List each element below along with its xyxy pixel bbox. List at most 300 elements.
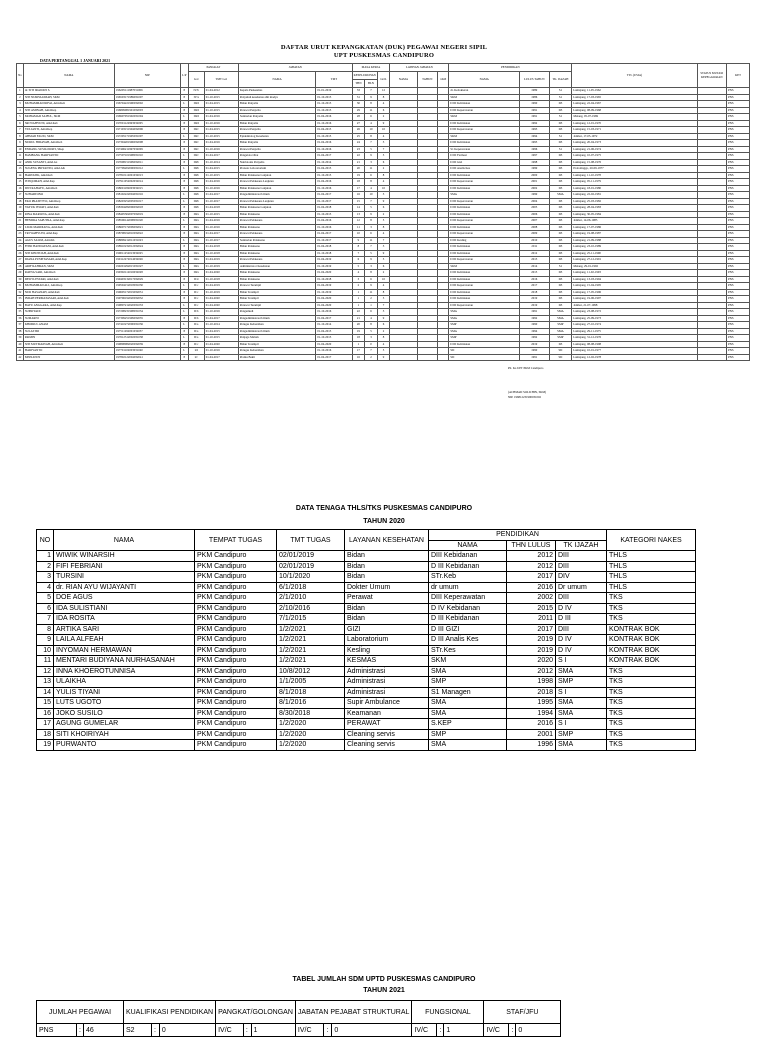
table-cell: MOHAMAD SAIFUL, SKM: [23, 114, 114, 121]
table-cell: 199808082020032039: [114, 341, 180, 348]
table-cell: III/a: [188, 270, 204, 277]
table-cell: TKS: [607, 666, 696, 677]
col-jabatan: JABATAN: [238, 64, 352, 72]
table-cell: II/c: [188, 302, 204, 309]
table-cell: 8/30/2018: [277, 708, 345, 719]
sdm-cell: IV/C: [295, 1024, 324, 1037]
table-cell: 1986: [519, 94, 549, 101]
table-cell: D3: [549, 250, 572, 257]
table-cell: P: [180, 289, 188, 296]
table-cell: 01-10-2015: [204, 335, 238, 342]
table-cell: 8: [377, 289, 390, 296]
table-cell: PNS: [727, 276, 750, 283]
table-cell: 3: [352, 276, 365, 283]
table-cell: III/a: [188, 257, 204, 264]
table-cell: 01-04-2016: [204, 140, 238, 147]
table-cell: 13: [37, 677, 54, 688]
table-cell: PURWANTO: [54, 740, 195, 751]
sdm-cell: :: [509, 1024, 516, 1037]
table-cell: Bidan Terampil: [238, 289, 315, 296]
table-cell: 01-04-2017: [204, 231, 238, 238]
table-cell: 197309251999032035: [114, 315, 180, 322]
table-cell: D III Keperawatan: [449, 127, 520, 134]
table-cell: 1990: [519, 348, 549, 355]
table-cell: 1993: [519, 127, 549, 134]
table-cell: PNS: [727, 283, 750, 290]
table-cell: DWI RAHAYU, Amd.Keb: [23, 185, 114, 192]
table-cell: 24: [18, 237, 22, 242]
table-cell: PERAWAT: [345, 719, 429, 730]
sdm-cell: 1: [444, 1024, 484, 1037]
table-cell: 01-10-2015: [204, 94, 238, 101]
table-cell: III/c: [188, 127, 204, 134]
col-lat-nama: NAMA: [390, 72, 417, 88]
table-cell: D3: [549, 198, 572, 205]
col-jab-nama: NAMA: [238, 72, 315, 88]
table-cell: PAIMIN: [23, 335, 114, 342]
table-cell: 01-04-2016: [316, 179, 352, 186]
table-cell: 01-04-2016: [316, 140, 352, 147]
table-cell: 5: [377, 218, 390, 225]
table-cell: KESMAS: [345, 656, 429, 667]
table-cell: 1996: [507, 740, 556, 751]
table-cell: 02/01/2019: [277, 551, 345, 562]
table-cell: Bidan Pelaksana Lanjutan: [238, 172, 315, 179]
table-cell: 2018: [507, 687, 556, 698]
col-nip: NIP: [114, 64, 180, 88]
table-cell: SUPRIYADI: [23, 309, 114, 316]
table-cell: PNS: [727, 302, 750, 309]
sdm-cell: 0: [516, 1024, 561, 1037]
table-cell: PNS: [727, 159, 750, 166]
table-cell: D III Keperawatan: [449, 283, 520, 290]
table-cell: 199302112016032028: [114, 270, 180, 277]
table-cell: 10: [365, 192, 378, 199]
table-cell: 18: [352, 179, 365, 186]
table-cell: SKM: [449, 133, 520, 140]
table-cell: D III Keperawatan: [449, 198, 520, 205]
table-cell: IDA ROSITA: [54, 614, 195, 625]
sdm-cell: 1: [251, 1024, 295, 1037]
table-cell: III/a: [188, 237, 204, 244]
table-cell: TKS: [607, 687, 696, 698]
table-cell: II/b: [188, 309, 204, 316]
table-cell: D III Kebidanan: [449, 296, 520, 303]
table-cell: Bidan: [345, 561, 429, 572]
table-row: [37, 582, 696, 593]
table-cell: PNS: [727, 114, 750, 121]
table-cell: 1998: [507, 677, 556, 688]
table-cell: D3: [549, 341, 572, 348]
table-cell: 15: [37, 698, 54, 709]
col-pendidikan: PENDIDIKAN: [449, 64, 572, 72]
table-cell: Lumajang, 05-11-1979: [572, 179, 697, 186]
table-cell: 01-10-2016: [204, 348, 238, 355]
table-cell: dr umum: [429, 582, 507, 593]
table-cell: 01-04-2017: [316, 231, 352, 238]
table-cell: PKM Candipuro: [195, 729, 277, 740]
table-cell: SUGENG PRIYANTO, Amd.AK: [23, 166, 114, 173]
sdm-title: TABEL JUMLAH SDM UPTD PUSKESMAS CANDIPURO: [292, 976, 476, 983]
table-cell: 20: [352, 322, 365, 329]
table-cell: 42: [18, 354, 22, 359]
table-cell: 01-01-2019: [316, 88, 352, 95]
table-cell: DIV: [556, 572, 607, 583]
col-pangkat: PANGKAT: [188, 64, 238, 72]
table-cell: 8: [365, 179, 378, 186]
table-cell: Pramu Bakti: [238, 354, 315, 361]
table-cell: 9: [377, 250, 390, 257]
table-cell: D3: [549, 127, 572, 134]
table-cell: Administrasi: [345, 666, 429, 677]
table-cell: 1995: [519, 140, 549, 147]
table-cell: III/b: [188, 205, 204, 212]
table-cell: 19: [352, 172, 365, 179]
table-cell: D III Analis Kes: [449, 166, 520, 173]
table-cell: SUHARTONO: [23, 192, 114, 199]
table-cell: PNS: [727, 192, 750, 199]
table-cell: 1990: [519, 101, 549, 108]
thls-col-tk-ijazah: TK IJAZAH: [556, 540, 607, 551]
table-cell: II/b: [188, 315, 204, 322]
table-cell: PKM Candipuro: [195, 677, 277, 688]
duk-date-label: DATA PERTANGGAL 1 JANUARI 2021: [40, 58, 111, 63]
table-cell: Dokter Umum: [345, 582, 429, 593]
table-cell: 197001122993032005: [114, 120, 180, 127]
table-cell: 198102222004031016: [114, 192, 180, 199]
table-cell: L: [180, 309, 188, 316]
table-cell: 198910232012032024: [114, 244, 180, 251]
table-cell: L: [180, 335, 188, 342]
table-cell: 8: [365, 101, 378, 108]
table-cell: Petugas Kebersihan: [238, 322, 315, 329]
table-cell: Penyuluh kesehatan ahli madya: [238, 94, 315, 101]
table-cell: 2015: [507, 603, 556, 614]
table-cell: L: [180, 166, 188, 173]
table-cell: 6: [352, 257, 365, 264]
table-cell: 37: [18, 322, 22, 327]
table-cell: D3: [549, 166, 572, 173]
table-row: [37, 666, 696, 677]
table-cell: SMP: [449, 322, 520, 329]
table-cell: Bidan: [345, 614, 429, 625]
col-lat-tahun: TAHUN: [417, 72, 437, 88]
table-cell: 01-04-2016: [204, 179, 238, 186]
table-cell: 18: [37, 729, 54, 740]
table-cell: D III Kebidanan: [429, 561, 507, 572]
table-cell: 1990: [519, 322, 549, 329]
table-cell: Perawat Pelaksana: [238, 257, 315, 264]
table-cell: 9: [365, 94, 378, 101]
sdm-cell: :: [437, 1024, 444, 1037]
table-cell: Pengemudi: [238, 309, 315, 316]
table-cell: Lumajang, 30-05-1984: [572, 211, 697, 218]
table-cell: 2012: [519, 250, 549, 257]
table-cell: 1992: [519, 335, 549, 342]
table-cell: L: [180, 133, 188, 140]
table-cell: II/a: [188, 322, 204, 329]
table-cell: PNS: [727, 88, 750, 95]
table-cell: 2016: [507, 719, 556, 730]
table-cell: 5: [365, 250, 378, 257]
table-cell: 8: [365, 133, 378, 140]
table-cell: L: [180, 101, 188, 108]
col-tmt: TMT: [316, 72, 352, 88]
table-cell: 01-10-2019: [316, 289, 352, 296]
table-cell: L: [180, 348, 188, 355]
table-cell: Lumajang, 22-02-1981: [572, 192, 697, 199]
table-cell: PNS: [727, 231, 750, 238]
duk-sign-place: Plt. Ka UPT PKM Candipuro: [508, 366, 544, 370]
table-cell: 199706192020032032: [114, 296, 180, 303]
table-cell: 12: [352, 218, 365, 225]
table-cell: P: [180, 185, 188, 192]
table-cell: PNS: [727, 133, 750, 140]
table-cell: 1/2/2021: [277, 624, 345, 635]
table-cell: Administrasi: [345, 687, 429, 698]
table-cell: Lumajang, 15-04-1995: [572, 283, 697, 290]
table-cell: DIII Kebidanan: [429, 551, 507, 562]
table-cell: SD: [449, 348, 520, 355]
table-cell: 2: [37, 561, 54, 572]
sdm-col-jumlah: JUMLAH PEGAWAI: [37, 1001, 124, 1024]
table-cell: PNS: [727, 140, 750, 147]
table-cell: ULAIKHA: [54, 677, 195, 688]
table-cell: 1991: [519, 114, 549, 121]
table-cell: S1: [549, 133, 572, 140]
table-cell: SITI AMINAH, Amd.Kep: [23, 107, 114, 114]
table-cell: III/b: [188, 192, 204, 199]
table-cell: DIII: [556, 624, 607, 635]
table-cell: 1/2/2020: [277, 719, 345, 730]
table-cell: 4: [365, 120, 378, 127]
table-cell: PNS: [727, 354, 750, 361]
table-cell: 2014: [519, 263, 549, 270]
table-cell: SKM: [449, 263, 520, 270]
table-cell: Laboratorium: [345, 635, 429, 646]
table-cell: IDA SULISTIANI: [54, 603, 195, 614]
table-cell: DIII Keperawatan: [429, 593, 507, 604]
table-cell: 01-04-2017: [204, 153, 238, 160]
table-cell: 11: [18, 153, 22, 158]
sdm-cell: IV/C: [216, 1024, 244, 1037]
table-cell: P: [180, 257, 188, 264]
table-cell: 4: [37, 582, 54, 593]
table-cell: 01-04-2015: [204, 101, 238, 108]
table-cell: SMP: [556, 677, 607, 688]
table-cell: Bidan Pelaksana Lanjutan: [238, 205, 315, 212]
table-cell: PNS: [727, 127, 750, 134]
table-cell: 35: [18, 309, 22, 314]
table-cell: L: [180, 114, 188, 121]
table-cell: 21: [18, 218, 22, 223]
table-cell: D III Keperawatan: [449, 107, 520, 114]
thls-col-nama: NAMA: [54, 530, 195, 551]
table-cell: 2001: [519, 179, 549, 186]
table-cell: PNS: [727, 224, 750, 231]
table-cell: Malang, 05-07-1969: [572, 114, 697, 121]
thls-col-tmt: TMT TUGAS: [277, 530, 345, 551]
table-cell: P: [180, 146, 188, 153]
table-cell: 6: [365, 172, 378, 179]
table-cell: 2000: [519, 172, 549, 179]
sdm-cell: :: [243, 1024, 251, 1037]
table-cell: L: [180, 153, 188, 160]
table-cell: D3: [549, 302, 572, 309]
table-row: [37, 708, 696, 719]
table-cell: [697, 354, 727, 361]
table-cell: 3: [377, 192, 390, 199]
table-cell: 1: [365, 302, 378, 309]
table-row: [17, 354, 750, 361]
table-cell: Pengadministrasi Umum: [238, 328, 315, 335]
table-cell: 01-10-2016: [316, 120, 352, 127]
table-cell: 01-04-2015: [204, 127, 238, 134]
table-cell: 9: [377, 315, 390, 322]
table-cell: 4: [365, 315, 378, 322]
table-cell: SMA: [429, 708, 507, 719]
table-cell: 2013: [519, 257, 549, 264]
table-cell: 1/2/2020: [277, 740, 345, 751]
table-cell: 2015: [519, 270, 549, 277]
table-cell: 01-04-2019: [316, 283, 352, 290]
table-cell: SITI KHOTIJAH, Amd.Keb: [23, 250, 114, 257]
table-cell: 1: [37, 551, 54, 562]
table-cell: 41: [18, 348, 22, 353]
table-cell: 01-10-2016: [316, 309, 352, 316]
table-cell: S1: [549, 146, 572, 153]
table-cell: 7: [377, 302, 390, 309]
table-cell: 01-04-2018: [316, 205, 352, 212]
table-cell: SMP: [549, 335, 572, 342]
table-cell: 2010: [519, 237, 549, 244]
table-cell: Lumajang, 15-08-1976: [572, 159, 697, 166]
duk-table-body: [17, 88, 750, 361]
table-cell: Perawat Terampil: [238, 302, 315, 309]
table-cell: II/c: [188, 341, 204, 348]
table-cell: 1/2/2021: [277, 656, 345, 667]
table-cell: 1994: [507, 708, 556, 719]
table-cell: III/b: [188, 179, 204, 186]
table-cell: 6: [365, 276, 378, 283]
table-cell: 199807212020031033: [114, 302, 180, 309]
table-cell: INDAH PERMATASARI, Amd.Keb: [23, 296, 114, 303]
table-cell: 1: [17, 88, 24, 95]
table-cell: 2: [365, 296, 378, 303]
sdm-col-pangkat: PANGKAT/GOLONGAN: [216, 1001, 296, 1024]
sdm-table-wrap: [36, 1000, 561, 1037]
table-cell: D3: [549, 231, 572, 238]
table-cell: III/b: [188, 159, 204, 166]
table-cell: D3: [549, 205, 572, 212]
table-cell: PKM Candipuro: [195, 561, 277, 572]
table-cell: PKM Candipuro: [195, 551, 277, 562]
table-row: [37, 624, 696, 635]
table-cell: III/c: [188, 153, 204, 160]
table-cell: 4: [377, 101, 390, 108]
table-cell: 6: [365, 231, 378, 238]
table-row: [37, 740, 696, 751]
table-cell: PNS: [727, 211, 750, 218]
table-cell: 31: [18, 283, 22, 288]
table-row: [37, 719, 696, 730]
table-cell: 29: [352, 107, 365, 114]
table-cell: Bidan Penyelia: [238, 140, 315, 147]
table-cell: Lumajang, 10-07-1975: [572, 153, 697, 160]
table-cell: 197410272000031036: [114, 322, 180, 329]
table-cell: Lumajang, 17-03-1965: [572, 94, 697, 101]
table-cell: Lumajang, 23-10-1989: [572, 244, 697, 251]
table-cell: TRI WAHYUNI, Amd.Kep: [23, 231, 114, 238]
table-cell: D III Kebidanan: [449, 250, 520, 257]
table-cell: PNS: [727, 263, 750, 270]
table-cell: FIFI FEBRIANI: [54, 561, 195, 572]
table-cell: ENDANG SUSILOWATI, SKep: [23, 146, 114, 153]
table-cell: 3: [365, 224, 378, 231]
col-ijazah: TK. IJAZAH: [549, 72, 572, 88]
table-cell: Sanitarian Penyelia: [238, 114, 315, 121]
table-cell: PNS: [727, 198, 750, 205]
table-cell: 9: [365, 153, 378, 160]
table-cell: 4: [377, 341, 390, 348]
table-cell: Lumajang, 11-10-1978: [572, 172, 697, 179]
table-cell: 01-04-2020: [204, 270, 238, 277]
table-row: [37, 656, 696, 667]
table-cell: 27: [352, 120, 365, 127]
table-cell: Lumajang, 13-03-1994: [572, 276, 697, 283]
table-cell: D III Farmasi: [449, 153, 520, 160]
table-cell: SD: [549, 354, 572, 361]
table-cell: Lumajang, 17-05-1996: [572, 289, 697, 296]
table-cell: Bidan Terampil: [238, 296, 315, 303]
table-cell: IV/a: [188, 94, 204, 101]
table-cell: SITI MUTMAINAH, Amd.Keb: [23, 341, 114, 348]
table-cell: Lumajang, 25-09-1973: [572, 315, 697, 322]
table-cell: 14: [18, 172, 22, 177]
table-cell: SMA: [449, 315, 520, 322]
table-cell: P: [180, 250, 188, 257]
table-cell: 2017: [519, 283, 549, 290]
table-cell: 197612312002031038: [114, 335, 180, 342]
table-cell: D III Kebidanan: [449, 289, 520, 296]
table-cell: 01-04-2015: [316, 127, 352, 134]
table-cell: D3: [549, 283, 572, 290]
table-cell: [438, 354, 449, 361]
table-cell: Bidan Pelaksana: [238, 250, 315, 257]
table-cell: 2016: [507, 582, 556, 593]
table-cell: Lumajang, 27-12-1991: [572, 257, 697, 264]
table-cell: MUHAMMAD ALI, Amd.Kep: [23, 283, 114, 290]
table-cell: 199605172019032031: [114, 289, 180, 296]
col-nama: NAMA: [23, 64, 114, 88]
table-cell: Epidemiolog Kesehatan: [238, 133, 315, 140]
table-cell: Lumajang, 31-12-1976: [572, 335, 697, 342]
table-cell: 2008: [519, 224, 549, 231]
table-cell: D III Kebidanan: [449, 341, 520, 348]
table-cell: 2019: [507, 635, 556, 646]
table-cell: 01-04-2020: [204, 302, 238, 309]
table-cell: 198809212011031023: [114, 237, 180, 244]
table-cell: 8/1/2018: [277, 687, 345, 698]
table-cell: 16: [352, 192, 365, 199]
table-cell: D3: [549, 140, 572, 147]
table-cell: P: [180, 296, 188, 303]
table-cell: 01-04-2020: [316, 270, 352, 277]
table-cell: TKS: [607, 593, 696, 604]
table-cell: D3: [549, 120, 572, 127]
thls-col-kategori: KATEGORI NAKES: [607, 530, 696, 551]
table-cell: 01-04-2016: [204, 218, 238, 225]
